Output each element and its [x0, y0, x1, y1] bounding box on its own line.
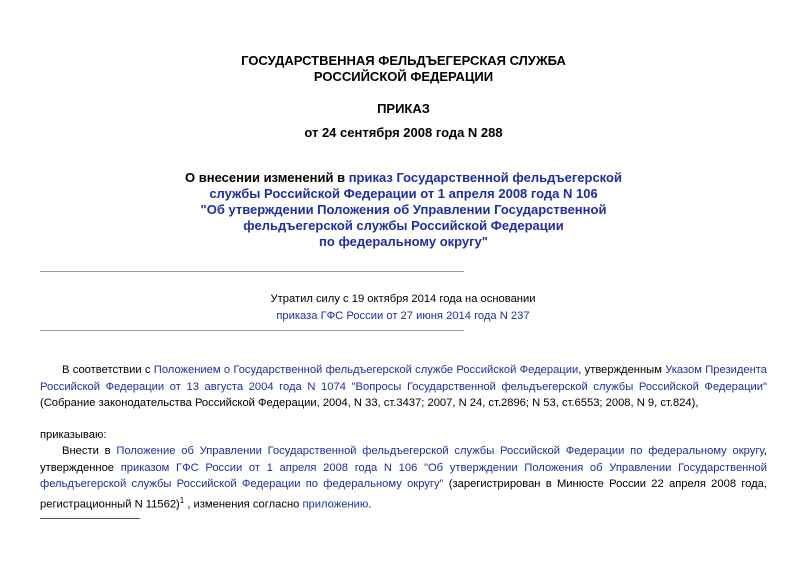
p1-text-a: В соответствии с	[62, 364, 154, 376]
p1-text-b: , утвержденным	[578, 364, 666, 376]
paragraph-basis	[40, 362, 767, 412]
paragraph-order	[40, 443, 767, 513]
p2-text-f: , изменения согласно	[184, 498, 303, 511]
p1-link-decree-a[interactable]: Указом Президента	[665, 364, 767, 376]
status-text: Утратил силу с 19 октября 2014 года на основании	[270, 293, 536, 305]
p2-text-c: утвержденное	[40, 461, 121, 474]
status-block	[195, 291, 611, 324]
p2-text-d: (зарегистрирован в Минюсте России 22 апреля 2008 года,	[443, 478, 767, 490]
p1-link-regulation[interactable]: Положением о Государственной фельдъегерской службе Российской Федерации	[153, 364, 579, 376]
order-word: приказываю:	[40, 429, 107, 441]
p2-link-appendix[interactable]: приложению	[302, 498, 369, 511]
p2-link-regulation[interactable]: Положение об Управлении Государственной фельдъегерской службы Российской Федерации по федеральному округу	[116, 445, 764, 457]
separator-line	[40, 330, 464, 331]
doc-type: ПРИКАЗ	[377, 101, 430, 116]
title-link-line-4[interactable]: фельдъегерской службы Российской Федерации	[243, 218, 564, 233]
p1-text-c: (Собрание законодательства Российской Федерации, 2004, N 33, ст.3437; 2007, N 24, ст.2896; N 53, ст.6553; 2008, N 9, ст.824),	[40, 397, 699, 409]
footnote-marker[interactable]: 1	[179, 495, 185, 505]
doc-date-number: от 24 сентября 2008 года N 288	[304, 125, 503, 140]
footnote-separator	[40, 518, 140, 519]
p2-link-order-a[interactable]: приказом ГФС России от 1 апреля 2008 года N 106 "Об утверждении Положения об Управлении Государственной	[120, 461, 767, 474]
title-link-line-2[interactable]: службы Российской Федерации от 1 апреля 2008 года N 106	[209, 186, 598, 201]
p2-link-order-b[interactable]: фельдъегерской службы Российской Федерации по федеральному округу"	[40, 478, 444, 490]
org-name	[0, 53, 807, 85]
status-link[interactable]: приказа ГФС России от 27 июня 2014 года N 237	[276, 309, 530, 322]
title-link-line-3[interactable]: "Об утверждении Положения об Управлении Государственной	[200, 202, 607, 217]
doc-title	[100, 170, 707, 250]
org-line-1: ГОСУДАРСТВЕННАЯ ФЕЛЬДЪЕГЕРСКАЯ СЛУЖБА	[241, 53, 566, 68]
title-link-line-5[interactable]: по федеральному округу"	[319, 234, 488, 249]
p2-text-e: регистрационный N 11562)	[40, 498, 180, 511]
separator-line	[40, 271, 464, 272]
org-line-2: РОССИЙСКОЙ ФЕДЕРАЦИИ	[313, 69, 494, 84]
p2-text-g: .	[368, 498, 372, 511]
p1-link-decree-b[interactable]: Российской Федерации от 13 августа 2004 года N 1074 "Вопросы Государственной фельдъегерской службы Российской Федерации"	[40, 380, 767, 393]
p2-text-b: ,	[763, 445, 767, 457]
title-prefix: О внесении изменений в	[185, 170, 349, 185]
title-link-line-1[interactable]: приказ Государственной фельдъегерской	[348, 170, 622, 185]
p2-text-a: Внести в	[62, 445, 117, 457]
